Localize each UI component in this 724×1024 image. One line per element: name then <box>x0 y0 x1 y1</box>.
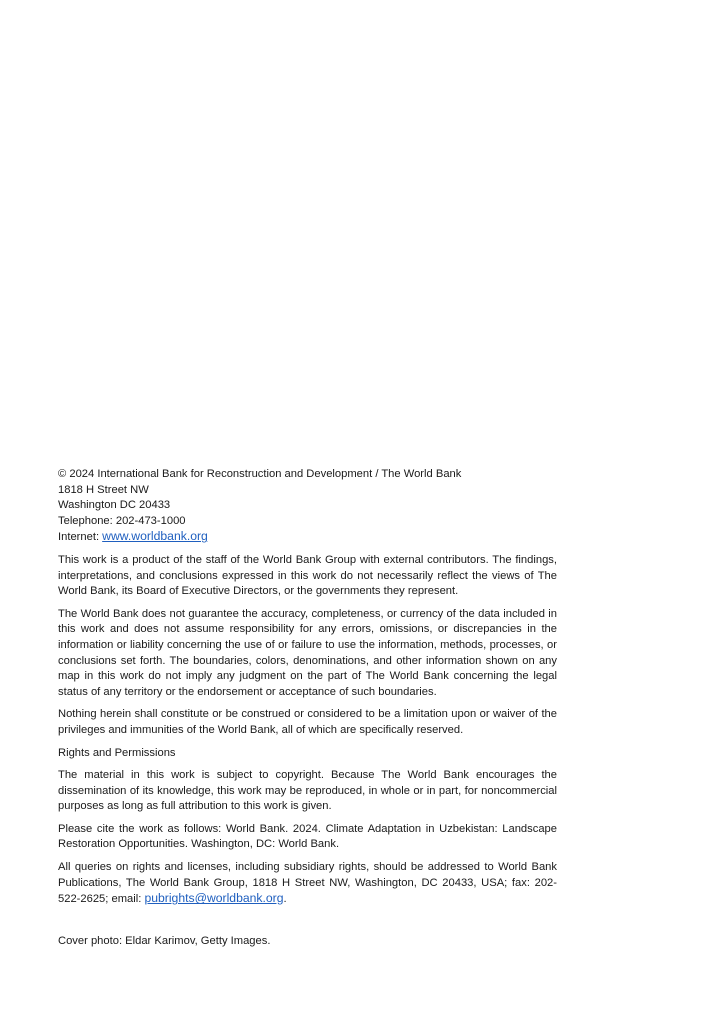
citation-paragraph: Please cite the work as follows: World Bank. 2024. Climate Adaptation in Uzbekistan: Landscape Restoration Opportunities. Washington, DC: World Bank. <box>58 822 557 851</box>
internet-line <box>58 529 557 546</box>
queries-text: All queries on rights and licenses, including subsidiary rights, should be addressed to World Bank Publications, The World Bank Group, 1818 H Street NW, Washington, DC 20433, USA; fax: 202-522-2625; email: <box>58 861 557 906</box>
copyright-page-content <box>58 467 557 915</box>
cover-photo-credit: Cover photo: Eldar Karimov, Getty Images. <box>58 935 271 947</box>
rights-copyright-paragraph: The material in this work is subject to copyright. Because The World Bank encourages the dissemination of its knowledge, this work may be reproduced, in whole or in part, for noncommercial purposes as long as full attribution to this work is given. <box>58 769 557 813</box>
guarantee-paragraph: The World Bank does not guarantee the accuracy, completeness, or currency of the data included in this work and does not assume responsibility for any errors, omissions, or discrepancies in the information or liability concerning the use of or failure to use the information, methods, processes, or conclusions set forth. The boundaries, colors, denominations, and other information shown on any map in this work do not imply any judgment on the part of The World Bank concerning the legal status of any territory or the endorsement or acceptance of such boundaries. <box>58 607 557 698</box>
queries-paragraph <box>58 860 557 908</box>
copyright-line: © 2024 International Bank for Reconstruction and Development / The World Bank <box>58 468 462 480</box>
worldbank-website-link[interactable]: www.worldbank.org <box>102 529 208 544</box>
address-block <box>58 467 557 546</box>
immunities-paragraph: Nothing herein shall constitute or be construed or considered to be a limitation upon or waiver of the privileges and immunities of the World Bank, all of which are specifically reserved. <box>58 708 557 736</box>
product-paragraph: This work is a product of the staff of the World Bank Group with external contributors. The findings, interpretations, and conclusions expressed in this work do not necessarily reflect the views of The World Bank, its Board of Executive Directors, or the governments they represent. <box>58 553 557 598</box>
street-address: 1818 H Street NW <box>58 483 149 496</box>
queries-end: . <box>283 893 287 906</box>
pubrights-email-link[interactable]: pubrights@worldbank.org <box>144 891 284 906</box>
rights-heading: Rights and Permissions <box>58 746 176 759</box>
city-address: Washington DC 20433 <box>58 499 171 512</box>
internet-label: Internet: <box>58 531 103 544</box>
telephone: Telephone: 202-473-1000 <box>58 514 186 527</box>
